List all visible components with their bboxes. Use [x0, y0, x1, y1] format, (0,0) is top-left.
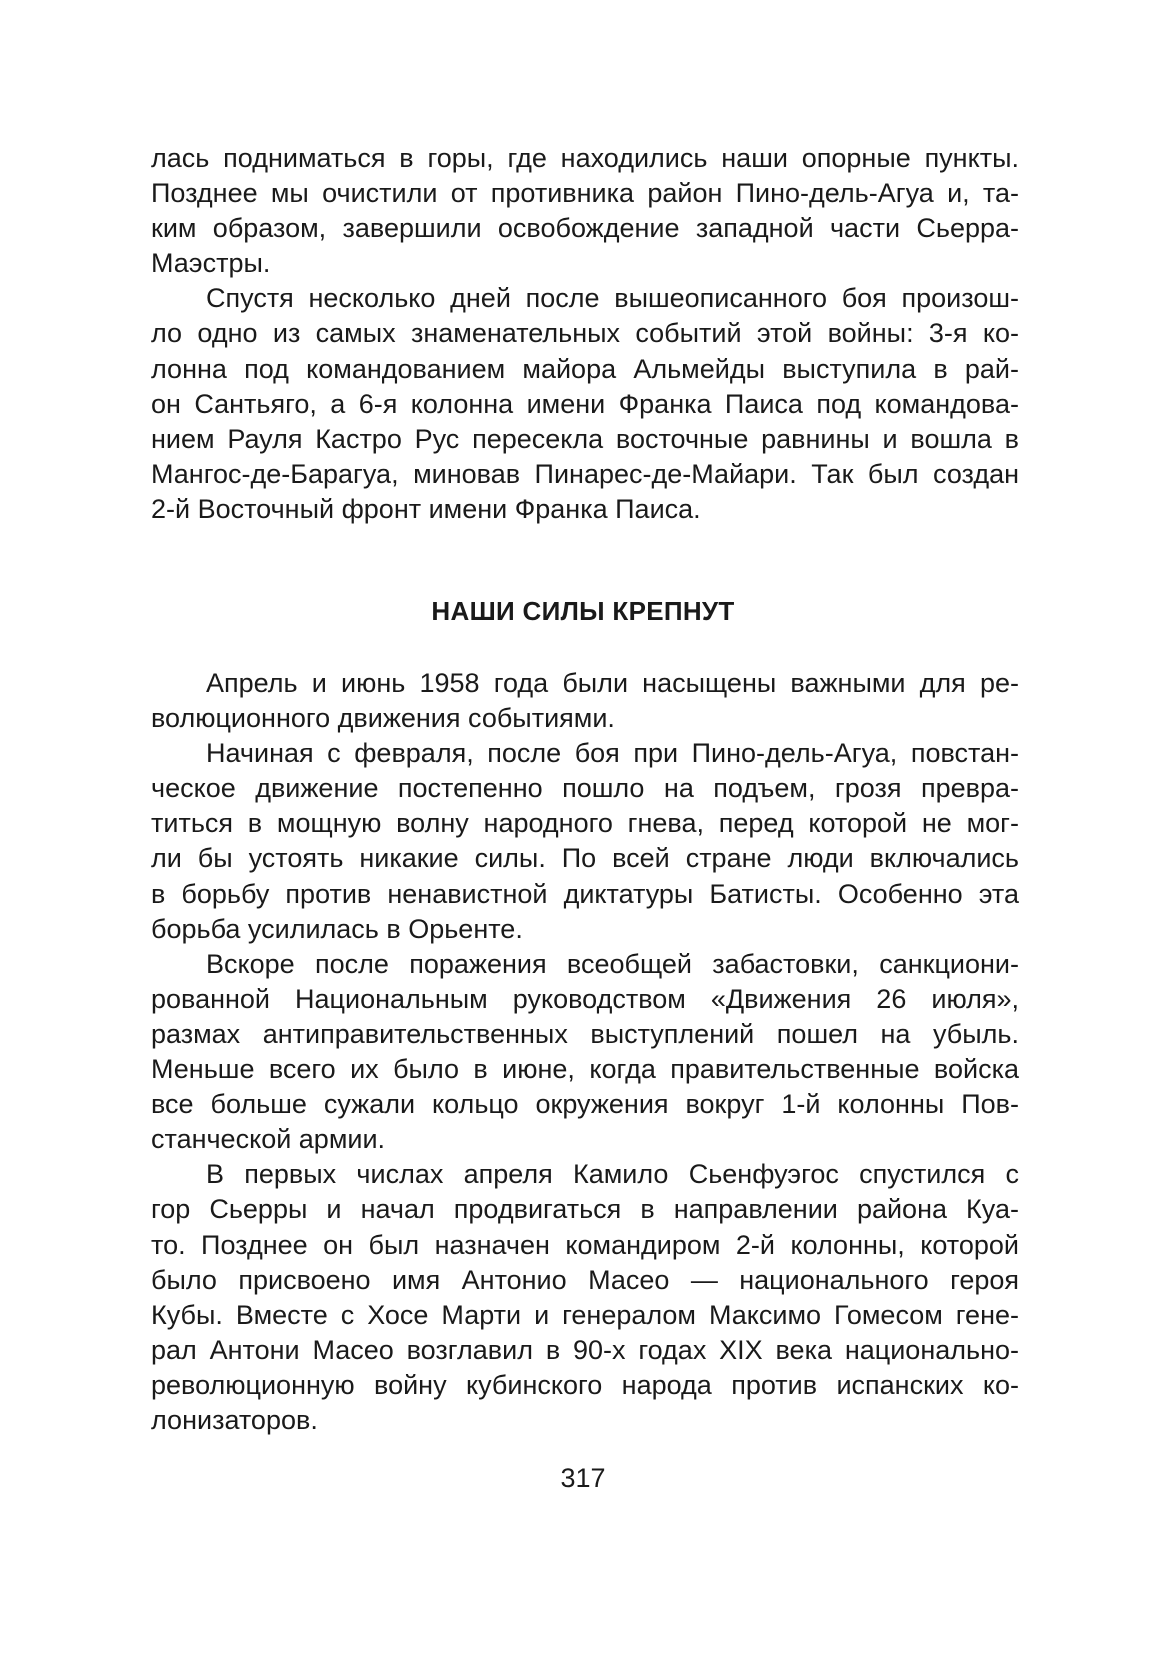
text-line: борьба усилилась в Орьенте. [151, 913, 523, 944]
text-line: гор Сьерры и начал продвигаться в направлении района Куа- [151, 1194, 1019, 1225]
text-line: ким образом, завершили освобождение западной части Сьерра- [151, 213, 1019, 244]
text-line: размах антиправительственных выступлений пошел на убыль. [151, 1018, 1019, 1049]
text-block-before-heading [151, 141, 1019, 527]
text-line: В первых числах апреля Камило Сьенфуэгос спустился с [206, 1159, 1019, 1190]
text-line: все больше сужали кольцо окружения вокруг 1-й колонны Пов- [151, 1089, 1019, 1120]
text-line: 2-й Восточный фронт имени Франка Паиса. [151, 493, 701, 524]
text-line: ческое движение постепенно пошло на подъем, грозя превра- [151, 773, 1019, 804]
text-line: он Сантьяго, а 6-я колонна имени Франка Паиса под командова- [151, 388, 1019, 419]
text-line: было присвоено имя Антонио Масео — национального героя [151, 1264, 1019, 1295]
text-line: станческой армии. [151, 1124, 386, 1155]
page-number: 317 [560, 1463, 606, 1493]
text-line: лась подниматься в горы, где находились наши опорные пункты. [151, 143, 1019, 173]
text-line: ли бы устоять никакие силы. По всей стране люди включались [151, 843, 1019, 874]
text-line: революционную войну кубинского народа против испанских ко- [151, 1369, 1019, 1400]
text-line: Спустя несколько дней после вышеописанного боя произош- [206, 283, 1019, 314]
text-line: Апрель и июнь 1958 года были насыщены важными для ре- [206, 668, 1019, 698]
text-line: волюционного движения событиями. [151, 703, 615, 734]
text-line: лонна под командованием майора Альмейды выступила в рай- [151, 353, 1019, 384]
text-line: титься в мощную волну народного гнева, перед которой не мог- [151, 808, 1019, 839]
text-line: нием Рауля Кастро Рус пересекла восточные равнины и вошла в [151, 423, 1019, 454]
text-line: то. Позднее он был назначен командиром 2-й колонны, которой [151, 1229, 1019, 1260]
text-line: Вскоре после поражения всеобщей забастовки, санкциони- [206, 948, 1019, 979]
text-line: Меньше всего их было в июне, когда правительственные войска [151, 1054, 1019, 1085]
text-line: Маэстры. [151, 248, 271, 279]
section-heading: НАШИ СИЛЫ КРЕПНУТ [431, 596, 735, 626]
text-line: лонизаторов. [151, 1404, 318, 1435]
text-line: рал Антони Масео возглавил в 90-х годах XIX века национально- [151, 1334, 1019, 1365]
text-line: рованной Национальным руководством «Движения 26 июля», [151, 983, 1019, 1014]
text-line: в борьбу против ненавистной диктатуры Батисты. Особенно эта [151, 878, 1019, 909]
text-line: Кубы. Вместе с Хосе Марти и генералом Максимо Гомесом гене- [151, 1299, 1019, 1330]
text-line: ло одно из самых знаменательных событий этой войны: 3-я ко- [151, 318, 1019, 349]
text-line: Начиная с февраля, после боя при Пино-дель-Агуа, повстан- [206, 738, 1019, 769]
text-line: Мангос-де-Барагуа, миновав Пинарес-де-Майари. Так был создан [151, 458, 1019, 489]
text-block-after-heading [151, 666, 1019, 1438]
text-line: Позднее мы очистили от противника район Пино-дель-Агуа и, та- [151, 178, 1019, 209]
